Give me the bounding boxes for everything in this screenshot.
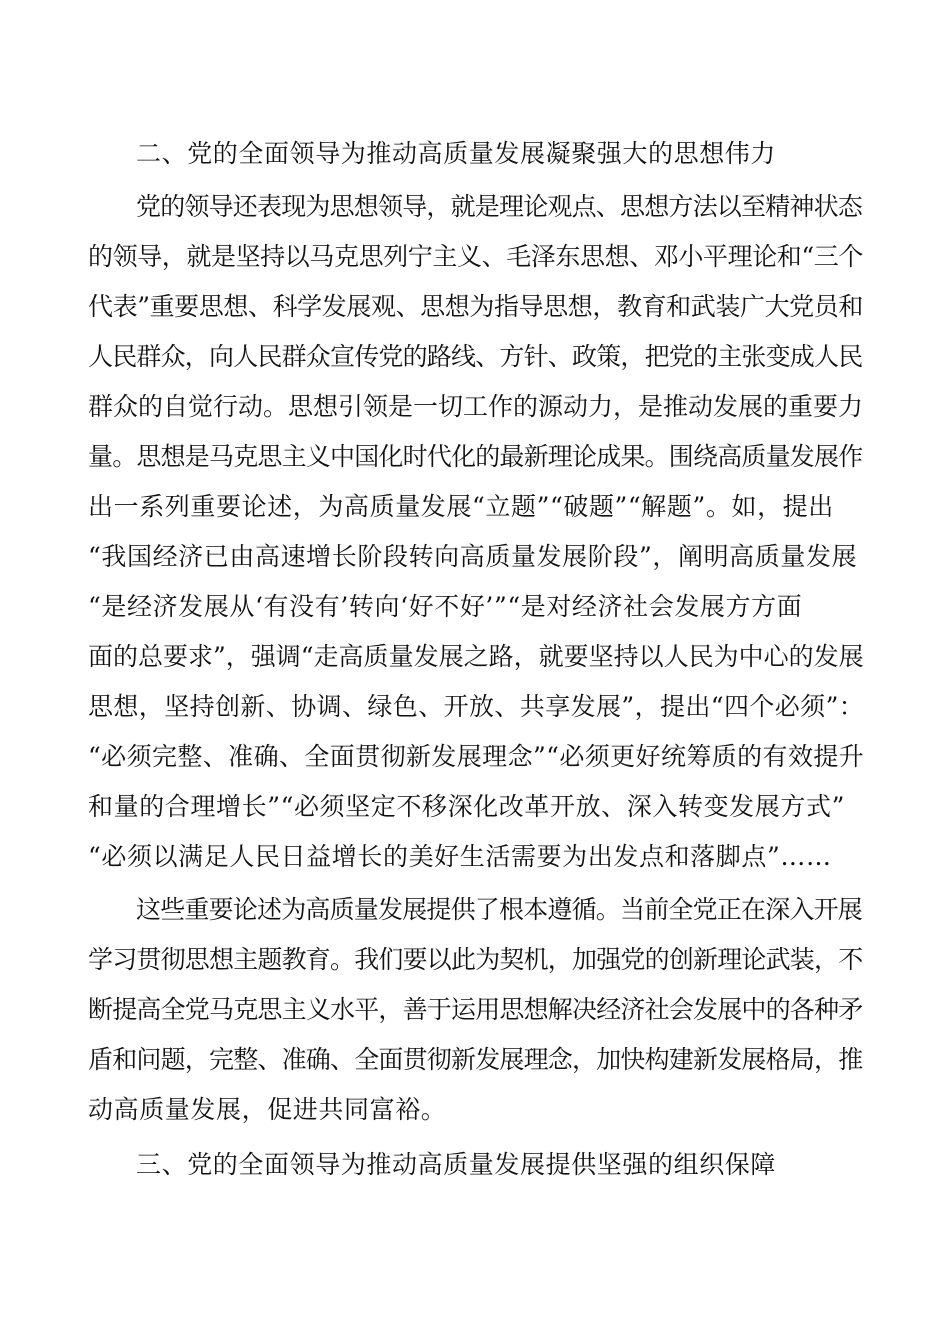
paragraph-line: 的领导，就是坚持以马克思列宁主义、毛泽东思想、邓小平理论和“三个 [88, 242, 863, 271]
paragraph-line: 出一系列重要论述，为高质量发展“立题”“破题”“解题”。如，提出 [88, 492, 834, 521]
paragraph-line: 和量的合理增长”“必须坚定不移深化改革开放、深入转变发展方式” [88, 792, 845, 821]
paragraph-line: 这些重要论述为高质量发展提供了根本遵循。当前全党正在深入开展 [136, 895, 863, 924]
paragraph-line: 思想，坚持创新、协调、绿色、开放、共享发展”，提出“四个必须”： [88, 692, 865, 721]
paragraph-line: 量。思想是马克思主义中国化时代化的最新理论成果。围绕高质量发展作 [88, 442, 863, 471]
paragraph-line: 面的总要求”，强调“走高质量发展之路，就要坚持以人民为中心的发展 [88, 642, 864, 671]
paragraph-line: “我国经济已由高速增长阶段转向高质量发展阶段”，阐明高质量发展 [88, 542, 858, 571]
paragraph-line: 断提高全党马克思主义水平，善于运用思想解决经济社会发展中的各种矛 [88, 995, 863, 1024]
paragraph-line: 盾和问题，完整、准确、全面贯彻新发展理念，加快构建新发展格局，推 [88, 1045, 863, 1074]
paragraph-line: 代表”重要思想、科学发展观、思想为指导思想，教育和武装广大党员和 [88, 292, 863, 321]
paragraph-line: 动高质量发展，促进共同富裕。 [88, 1095, 447, 1124]
paragraph-line: 学习贯彻思想主题教育。我们要以此为契机，加强党的创新理论武装，不 [88, 945, 863, 974]
paragraph-line: 党的领导还表现为思想领导，就是理论观点、思想方法以至精神状态 [136, 192, 863, 221]
section-heading-2: 二、党的全面领导为推动高质量发展凝聚强大的思想伟力 [136, 139, 777, 168]
paragraph-line: “必须以满足人民日益增长的美好生活需要为出发点和落脚点”…… [88, 842, 832, 871]
section-heading-3: 三、党的全面领导为推动高质量发展提供坚强的组织保障 [136, 1150, 777, 1179]
paragraph-line: 群众的自觉行动。思想引领是一切工作的源动力，是推动发展的重要力 [88, 392, 864, 421]
paragraph-line: “是经济发展从‘有没有’转向‘好不好’”“是对经济社会发展方方面 [88, 592, 803, 621]
paragraph-line: 人民群众，向人民群众宣传党的路线、方针、政策，把党的主张变成人民 [88, 342, 863, 371]
paragraph-line: “必须完整、准确、全面贯彻新发展理念”“必须更好统筹质的有效提升 [88, 742, 865, 771]
